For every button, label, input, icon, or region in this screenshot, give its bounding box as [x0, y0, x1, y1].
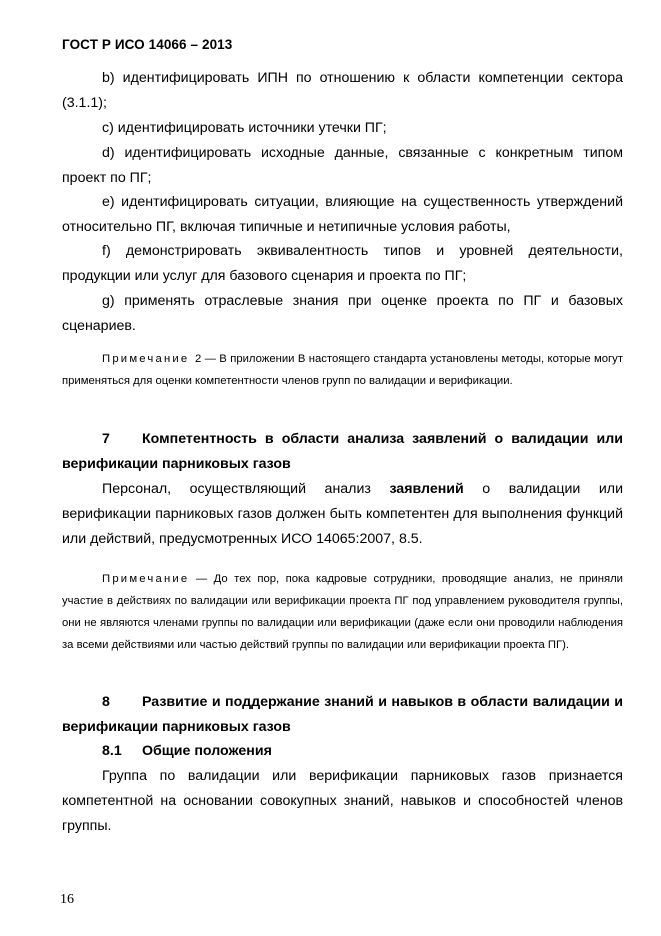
note-label: Примечание — [102, 573, 190, 585]
section-8-1-paragraph: Группа по валидации или верификации парниковых газов признается компетентной на основании совокупных знаний, навыков и способностей членов группы. — [62, 768, 623, 834]
section-8-heading — [62, 690, 623, 740]
note-3: Примечание — До тех пор, пока кадровые сотрудники, проводящие анализ, не приняли участие в действиях по валидации или верификации проекта ПГ под управлением руководителя группы, они не являются членами группы по валидации или верификации (даже если они проводили наблюдения за всеми действиями или частью действий группы по валидации или верификации проекта ПГ). — [62, 573, 623, 651]
list-item-e: e) идентифицировать ситуации, влияющие на существенность утверждений относительно ПГ, включая типичные и нетипичные условия работы, — [62, 194, 623, 235]
list-item-c: c) идентифицировать источники утечки ПГ; — [102, 120, 387, 136]
list-item-b: b) идентифицировать ИПН по отношению к области компетенции сектора (3.1.1); — [62, 70, 623, 111]
section-7-paragraph: Персонал, осуществляющий анализ заявлений о валидации или верификации парниковых газов должен быть компетентен для выполнения функций или действий, предусмотренных ИСО 14065:2007, 8.5. — [62, 481, 623, 547]
list-item-d: d) идентифицировать исходные данные, связанные с конкретным типом проект по ПГ; — [62, 145, 623, 186]
section-title: Компетентность в области анализа заявлений о валидации или верификации парниковых газов — [62, 431, 623, 472]
section-title: Развитие и поддержание знаний и навыков в области валидации и верификации парниковых газов — [62, 694, 623, 735]
list-item-g: g) применять отраслевые знания при оценке проекта по ПГ и базовых сценариев. — [62, 293, 623, 334]
section-7-heading — [62, 427, 623, 477]
section-8-1-heading — [62, 739, 623, 764]
section-title: Общие положения — [142, 743, 272, 759]
list-item-f: f) демонстрировать эквивалентность типов и уровней деятельности, продукции или услуг для базового сценария и проекта по ПГ; — [62, 243, 623, 284]
page-number: 16 — [60, 892, 74, 907]
document-header: ГОСТ Р ИСО 14066 – 2013 — [62, 37, 233, 52]
section-number: 8 — [102, 694, 110, 710]
section-number: 7 — [102, 431, 110, 447]
note-label: Примечание — [102, 353, 190, 365]
section-number: 8.1 — [102, 743, 122, 759]
note-2: Примечание 2 — В приложении В настоящего стандарта установлены методы, которые могут применяться для оценки компетентности членов групп по валидации и верификации. — [62, 353, 623, 387]
note-number: 2 — [194, 353, 202, 365]
